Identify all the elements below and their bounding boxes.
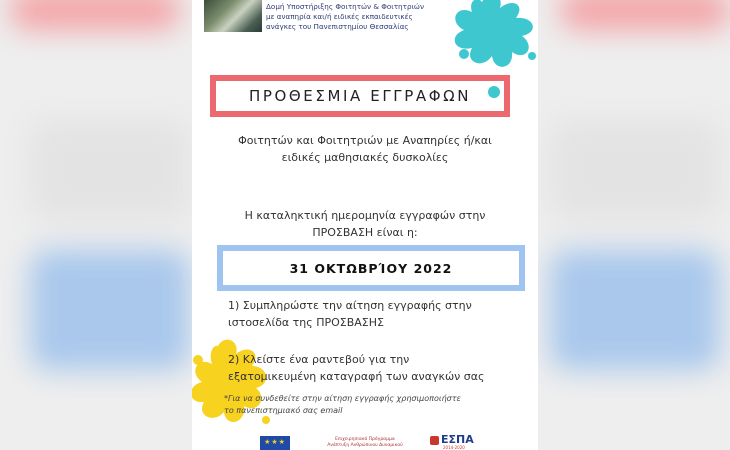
backdrop-blur bbox=[30, 120, 190, 220]
deadline-description bbox=[192, 207, 538, 241]
deadline-line: ΠΡΟΣΒΑΣΗ είναι η: bbox=[312, 226, 418, 239]
organization-logo-image bbox=[204, 0, 262, 32]
note-line: το πανεπιστημιακό σας email bbox=[224, 406, 343, 415]
eu-flag-logo: ★★★ bbox=[260, 436, 290, 450]
organization-line: ανάγκες του Πανεπιστημίου Θεσσαλίας bbox=[266, 22, 409, 31]
espa-flag-icon bbox=[430, 436, 439, 445]
backdrop-blur bbox=[30, 250, 190, 370]
deadline-date: 31 ΟΚΤΩΒΡΊΟΥ 2022 bbox=[289, 260, 453, 276]
organization-line: Δομή Υποστήριξης Φοιτητών & Φοιτητριών bbox=[266, 2, 424, 11]
backdrop-blur bbox=[550, 120, 720, 220]
poster bbox=[192, 0, 538, 450]
backdrop-blur bbox=[550, 250, 720, 370]
step-1 bbox=[228, 297, 528, 331]
program-line: Ανάπτυξη Ανθρώπινου Δυναμικού bbox=[327, 443, 403, 448]
program-logo bbox=[320, 437, 410, 449]
step-line: εξατομικευμένη καταγραφή των αναγκών σας bbox=[228, 370, 485, 383]
espa-years: 2014-2020 bbox=[443, 445, 465, 450]
program-line: Επιχειρησιακό Πρόγραμμα bbox=[335, 437, 395, 442]
step-line: ιστοσελίδα της ΠΡΟΣΒΑΣΗΣ bbox=[228, 316, 384, 329]
backdrop-blur bbox=[10, 0, 180, 30]
step-line: 2) Κλείστε ένα ραντεβού για την bbox=[228, 353, 410, 366]
organization-name bbox=[266, 2, 446, 32]
note-line: *Για να συνδεθείτε στην αίτηση εγγραφής χρησιμοποιήστε bbox=[224, 394, 461, 403]
organization-line: με αναπηρία και/ή ειδικές εκπαιδευτικές bbox=[266, 12, 413, 21]
step-line: 1) Συμπληρώστε την αίτηση εγγραφής στην bbox=[228, 299, 472, 312]
deadline-date-frame bbox=[217, 245, 525, 291]
backdrop-blur bbox=[560, 0, 730, 30]
teal-dot-decoration bbox=[488, 86, 500, 98]
page-title: ΠΡΟΘΕΣΜΙΑ ΕΓΓΡΑΦΩΝ bbox=[248, 87, 472, 105]
subtitle-line: ειδικές μαθησιακές δυσκολίες bbox=[281, 151, 449, 164]
subtitle bbox=[192, 132, 538, 166]
deadline-line: Η καταληκτική ημερομηνία εγγραφών στην bbox=[244, 209, 486, 222]
title-frame bbox=[210, 75, 510, 117]
step-2 bbox=[228, 351, 528, 385]
espa-text: ΕΣΠΑ bbox=[441, 433, 474, 446]
subtitle-line: Φοιτητών και Φοιτητριών με Αναπηρίες ή/και bbox=[238, 134, 492, 147]
teal-splash-decoration bbox=[442, 0, 538, 72]
email-note bbox=[224, 393, 534, 417]
